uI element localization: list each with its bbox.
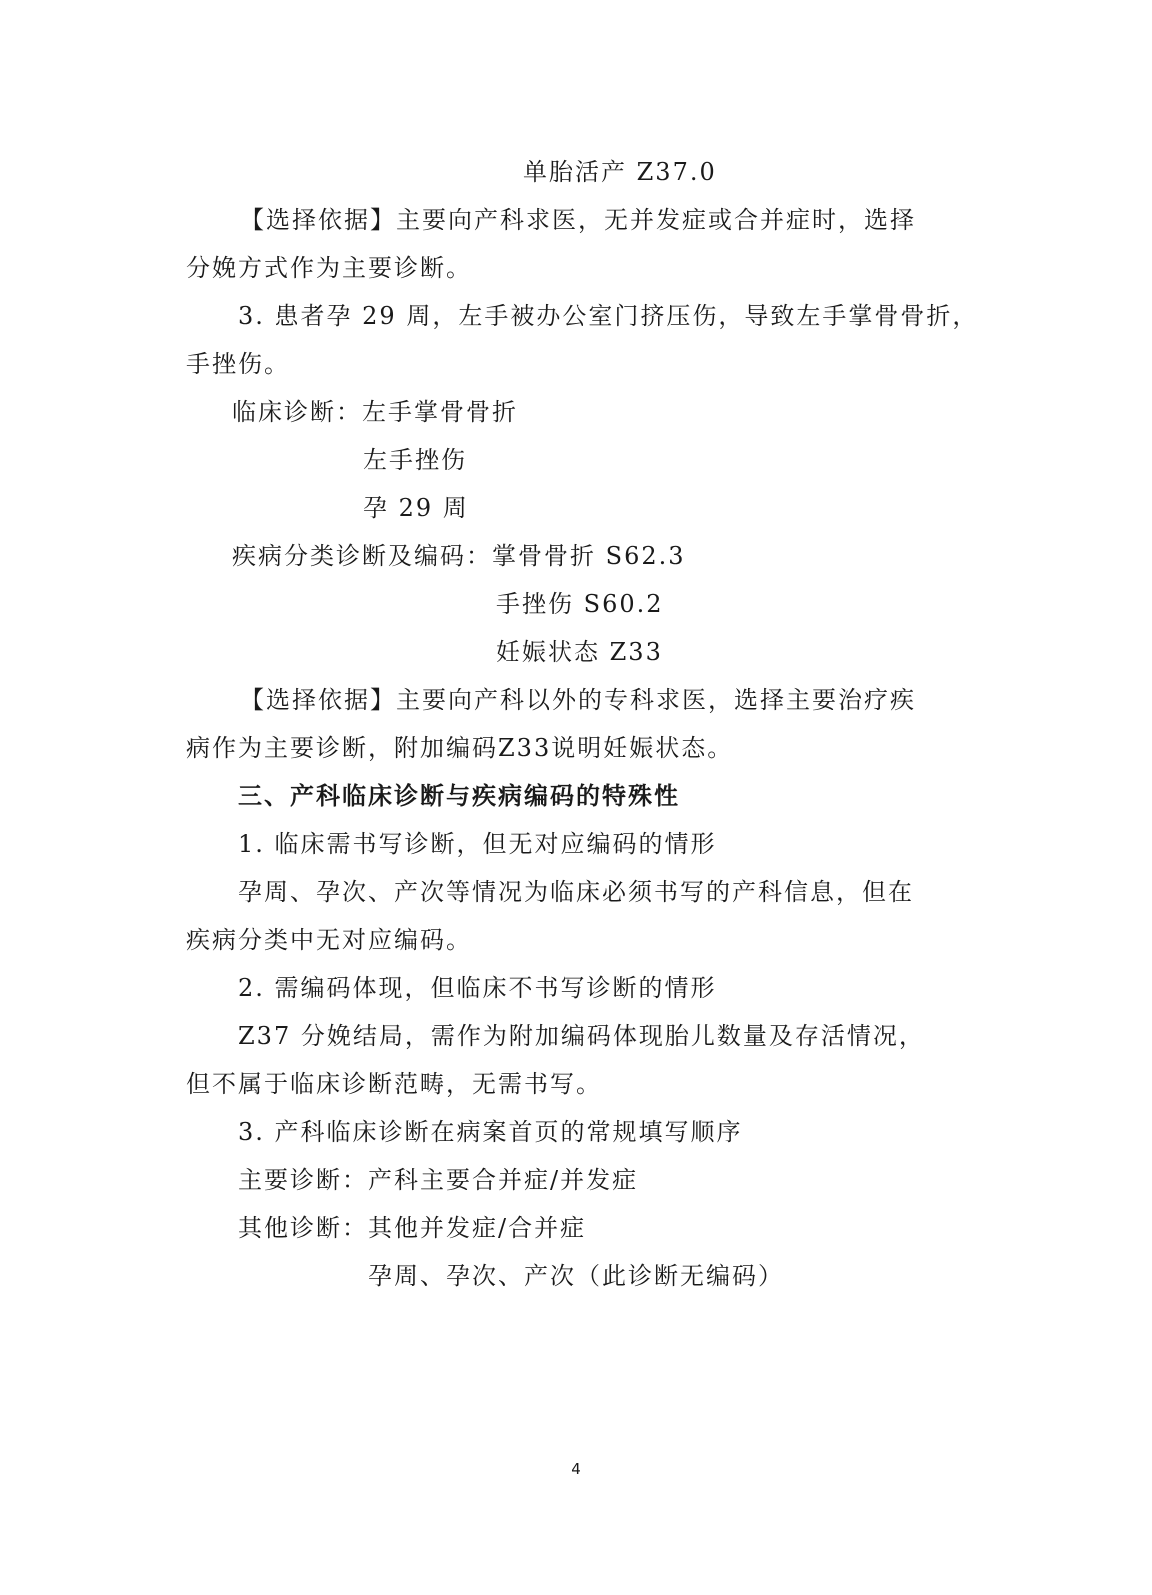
text-line: 1. 临床需书写诊断，但无对应编码的情形 [238,830,717,858]
text-line: 孕 29 周 [363,494,469,522]
text-line: 其他诊断：其他并发症/合并症 [238,1214,587,1242]
text-line: 2. 需编码体现，但临床不书写诊断的情形 [238,974,717,1002]
text-line: 3. 产科临床诊断在病案首页的常规填写顺序 [238,1118,743,1146]
text-line: Z37 分娩结局，需作为附加编码体现胎儿数量及存活情况， [238,1022,925,1050]
text-line: 但不属于临床诊断范畴，无需书写。 [186,1070,602,1098]
section-heading: 三、产科临床诊断与疾病编码的特殊性 [238,781,680,810]
page-number: 4 [571,1460,581,1478]
text-line: 孕周、孕次、产次等情况为临床必须书写的产科信息，但在 [238,878,914,906]
text-line: 【选择依据】主要向产科求医，无并发症或合并症时，选择 [240,206,916,234]
text-line: 临床诊断：左手掌骨骨折 [232,398,518,426]
text-line: 3. 患者孕 29 周，左手被办公室门挤压伤，导致左手掌骨骨折， [238,302,979,330]
text-line: 左手挫伤 [363,446,467,474]
text-line: 手挫伤。 [186,350,290,378]
text-line: 病作为主要诊断，附加编码Z33说明妊娠状态。 [186,734,734,762]
text-line: 手挫伤 S60.2 [496,590,664,618]
text-line: 妊娠状态 Z33 [496,638,663,666]
text-line: 【选择依据】主要向产科以外的专科求医，选择主要治疗疾 [240,686,916,714]
text-line: 孕周、孕次、产次（此诊断无编码） [368,1262,784,1290]
text-line: 主要诊断：产科主要合并症/并发症 [238,1166,639,1194]
text-line: 疾病分类中无对应编码。 [186,926,472,954]
text-line: 分娩方式作为主要诊断。 [186,254,472,282]
text-line: 单胎活产 Z37.0 [523,158,717,186]
text-line: 疾病分类诊断及编码：掌骨骨折 S62.3 [232,542,686,570]
